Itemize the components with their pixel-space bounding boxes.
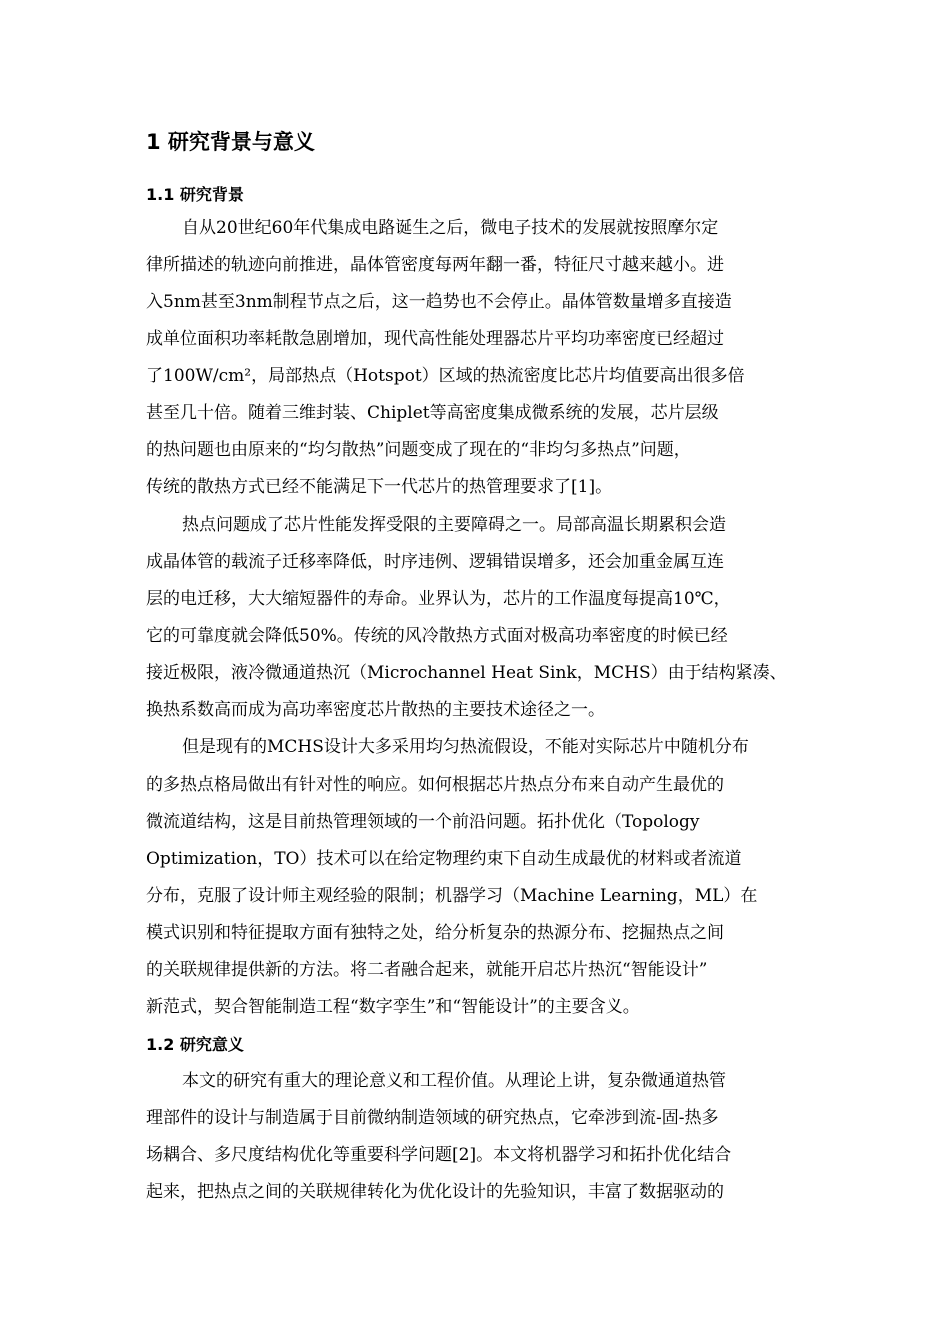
paragraph-line: 律所描述的轨迹向前推进，晶体管密度每两年翻一番，特征尺寸越来越小。进 [146, 255, 724, 275]
paragraph-line: 接近极限，液冷微通道热沉（Microchannel Heat Sink，MCHS）由于结构紧凑、 [146, 663, 787, 683]
paragraph-line: 新范式，契合智能制造工程“数字孪生”和“智能设计”的主要含义。 [146, 997, 640, 1017]
paragraph-line: 模式识别和特征提取方面有独特之处，给分析复杂的热源分布、挖掘热点之间 [146, 923, 724, 943]
paragraph-line: 但是现有的MCHS设计大多采用均匀热流假设，不能对实际芯片中随机分布 [182, 737, 749, 757]
paragraph-line: 的多热点格局做出有针对性的响应。如何根据芯片热点分布来自动产生最优的 [146, 775, 724, 795]
paragraph-line: 的关联规律提供新的方法。将二者融合起来，就能开启芯片热沉“智能设计” [146, 960, 708, 980]
paragraph-line: 甚至几十倍。随着三维封装、Chiplet等高密度集成微系统的发展，芯片层级 [146, 403, 719, 423]
paragraph-line: 本文的研究有重大的理论意义和工程价值。从理论上讲，复杂微通道热管 [182, 1071, 726, 1091]
paragraph-line: 理部件的设计与制造属于目前微纳制造领域的研究热点，它牵涉到流-固-热多 [146, 1108, 719, 1128]
paragraph-line: 起来，把热点之间的关联规律转化为优化设计的先验知识，丰富了数据驱动的 [146, 1182, 724, 1202]
chapter-title: 1 研究背景与意义 [146, 130, 315, 154]
paragraph-line: 微流道结构，这是目前热管理领域的一个前沿问题。拓扑优化（Topology [146, 812, 700, 832]
section-heading-research-background: 1.1 研究背景 [146, 185, 244, 204]
paragraph-line: 入5nm甚至3nm制程节点之后，这一趋势也不会停止。晶体管数量增多直接造 [146, 292, 732, 312]
paragraph-line: 自从20世纪60年代集成电路诞生之后，微电子技术的发展就按照摩尔定 [182, 218, 719, 238]
paragraph-line: 的热问题也由原来的“均匀散热”问题变成了现在的“非均匀多热点”问题， [146, 440, 691, 460]
paragraph-line: 换热系数高而成为高功率密度芯片散热的主要技术途径之一。 [146, 700, 605, 720]
paragraph-line: 传统的散热方式已经不能满足下一代芯片的热管理要求了[1]。 [146, 477, 613, 497]
paragraph-line: 成晶体管的载流子迁移率降低，时序违例、逻辑错误增多，还会加重金属互连 [146, 552, 724, 572]
paragraph-line: 分布，克服了设计师主观经验的限制；机器学习（Machine Learning，ML）在 [146, 886, 758, 906]
section-heading-research-significance: 1.2 研究意义 [146, 1035, 244, 1054]
paragraph-line: 成单位面积功率耗散急剧增加，现代高性能处理器芯片平均功率密度已经超过 [146, 329, 724, 349]
paragraph-line: Optimization，TO）技术可以在给定物理约束下自动生成最优的材料或者流道 [146, 849, 742, 869]
paragraph-line: 了100W/cm²，局部热点（Hotspot）区域的热流密度比芯片均值要高出很多倍 [146, 366, 745, 386]
paragraph-line: 场耦合、多尺度结构优化等重要科学问题[2]。本文将机器学习和拓扑优化结合 [146, 1145, 732, 1165]
paragraph-line: 它的可靠度就会降低50%。传统的风冷散热方式面对极高功率密度的时候已经 [146, 626, 728, 646]
paragraph-line: 层的电迁移，大大缩短器件的寿命。业界认为，芯片的工作温度每提高10℃， [146, 589, 731, 609]
paragraph-line: 热点问题成了芯片性能发挥受限的主要障碍之一。局部高温长期累积会造 [182, 515, 726, 535]
